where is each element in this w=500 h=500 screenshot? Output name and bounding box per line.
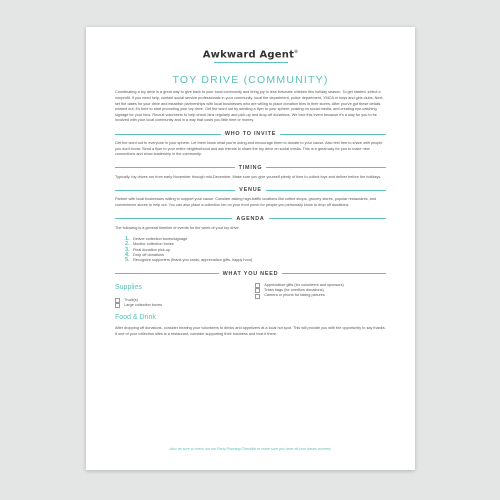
- checkbox[interactable]: [115, 303, 120, 308]
- section-header-venue: [115, 186, 386, 194]
- section-header-needs: [115, 270, 386, 278]
- invite-paragraph: Get the word out to everyone in your sphere. Let them know what you're doing and encourage them to donate to your cause. Also feel free to share with people you don't know. Send a flyer to your entire neighborhood and ask friends to share the toy drive on social media. This is a great way for you to make new connections and show leadership in the community.: [115, 140, 383, 157]
- page-title: TOY DRIVE (COMMUNITY): [172, 74, 329, 87]
- checklist-item: [115, 303, 255, 308]
- agenda-item-number: 3.: [125, 246, 130, 253]
- divider: [266, 190, 386, 191]
- agenda-intro: The following is a general timeline of events for the week of your toy drive.: [115, 225, 240, 230]
- section-header-agenda: [115, 215, 386, 223]
- agenda-item-text: Monitor collection boxes: [133, 242, 174, 247]
- divider: [280, 134, 386, 135]
- agenda-item-number: 2.: [125, 241, 130, 248]
- checklist-item-label: Large collection boxes: [124, 303, 162, 307]
- divider: [115, 167, 235, 168]
- checklist-item: [255, 293, 386, 298]
- divider: [266, 167, 386, 168]
- checklist-item-label: Trash bags (for overflow donations): [264, 288, 324, 292]
- agenda-item-number: 5.: [125, 257, 130, 264]
- checklist-item-label: Camera or phone for taking pictures: [264, 293, 325, 298]
- needs-left-column: [115, 280, 255, 309]
- timing-paragraph: Typically, toy drives run from early November through mid-December. Make sure you give yourself plenty of time to collect toys and deliver before the holidays.: [115, 174, 382, 179]
- trademark-mark: ®: [294, 49, 299, 54]
- document-page: [86, 27, 415, 470]
- divider: [115, 134, 221, 135]
- brand-name: Awkward Agent: [202, 49, 295, 61]
- supplies-heading: Supplies: [115, 283, 142, 291]
- intro-paragraph: Coordinating a toy drive is a great way to give back to your local community and bring joy to less fortunate children this holiday season. To get started, select a nonprofit. If you need help, contact social service professionals in your community, local fire department, police department, YMCA or boys and girls clubs. Next, set the dates for your drive and establish partnerships with local businesses who are willing to place donation bins in their stores. After you've got these details worked out, it's time to start promoting your toy drive. Get the word out by sending a flyer to your sphere, posting on social media, and creating eye-catching signage for your bins. Recruit volunteers to help check bins regularly and pick-up and drop-off donations. We love this event because it's a way for you to be involved with your local community and in a way that costs you little time or money.: [115, 90, 384, 123]
- needs-right-column: [255, 280, 386, 309]
- section-header-invite: [115, 130, 386, 138]
- divider: [115, 273, 219, 274]
- needs-columns: [115, 280, 386, 309]
- checklist-item-label: Truck(s): [124, 297, 138, 302]
- logo-underline: [214, 62, 288, 63]
- agenda-item: [125, 258, 386, 263]
- section-title-venue: VENUE: [239, 187, 262, 194]
- divider: [269, 218, 386, 219]
- food-heading: Food & Drink: [115, 314, 156, 322]
- section-title-needs: WHAT YOU NEED: [222, 270, 279, 277]
- agenda-item-number: 4.: [125, 252, 130, 258]
- agenda-item-text: Final donation pick-up: [133, 247, 171, 252]
- divider: [115, 190, 235, 191]
- divider: [282, 273, 386, 274]
- checkbox[interactable]: [115, 298, 120, 303]
- venue-paragraph: Partner with local businesses willing to support your cause. Consider asking high-traffic locations like coffee shops, grocery stores, popular restaurants, and convenience stores to help out. You can also place a collection bin on your front porch for people you personally know to drop off donations.: [115, 197, 376, 207]
- section-header-timing: [115, 164, 386, 172]
- agenda-item-text: Deliver collection boxes/signage: [133, 237, 188, 242]
- agenda-item-number: 1.: [125, 236, 130, 243]
- section-title-agenda: AGENDA: [236, 215, 265, 222]
- checkbox[interactable]: [255, 294, 260, 299]
- agenda-item-text: Recognize supporters (thank you cards, appreciation gifts, happy hour): [133, 258, 253, 263]
- section-title-invite: WHO TO INVITE: [224, 130, 277, 137]
- divider: [115, 218, 232, 219]
- checkbox[interactable]: [255, 288, 260, 293]
- section-title-timing: TIMING: [238, 164, 263, 171]
- checklist-item-label: Appreciation gifts (for volunteers and sponsors): [264, 282, 344, 287]
- checkbox[interactable]: [255, 283, 260, 288]
- footer-note: Also be sure to check out our Party Planning Checklist to make sure you have all your bases covered.: [169, 447, 332, 451]
- food-paragraph: After dropping off donations, consider treating your volunteers to drinks and appetizers at a local hot spot. This will provide you with the opportunity to say thanks. If one of your collection sites is a restaurant, consider supporting their business and host it there.: [115, 326, 386, 336]
- agenda-item-text: Drop off donations: [133, 253, 164, 257]
- agenda-list: [125, 237, 386, 263]
- brand-logo: [115, 49, 386, 61]
